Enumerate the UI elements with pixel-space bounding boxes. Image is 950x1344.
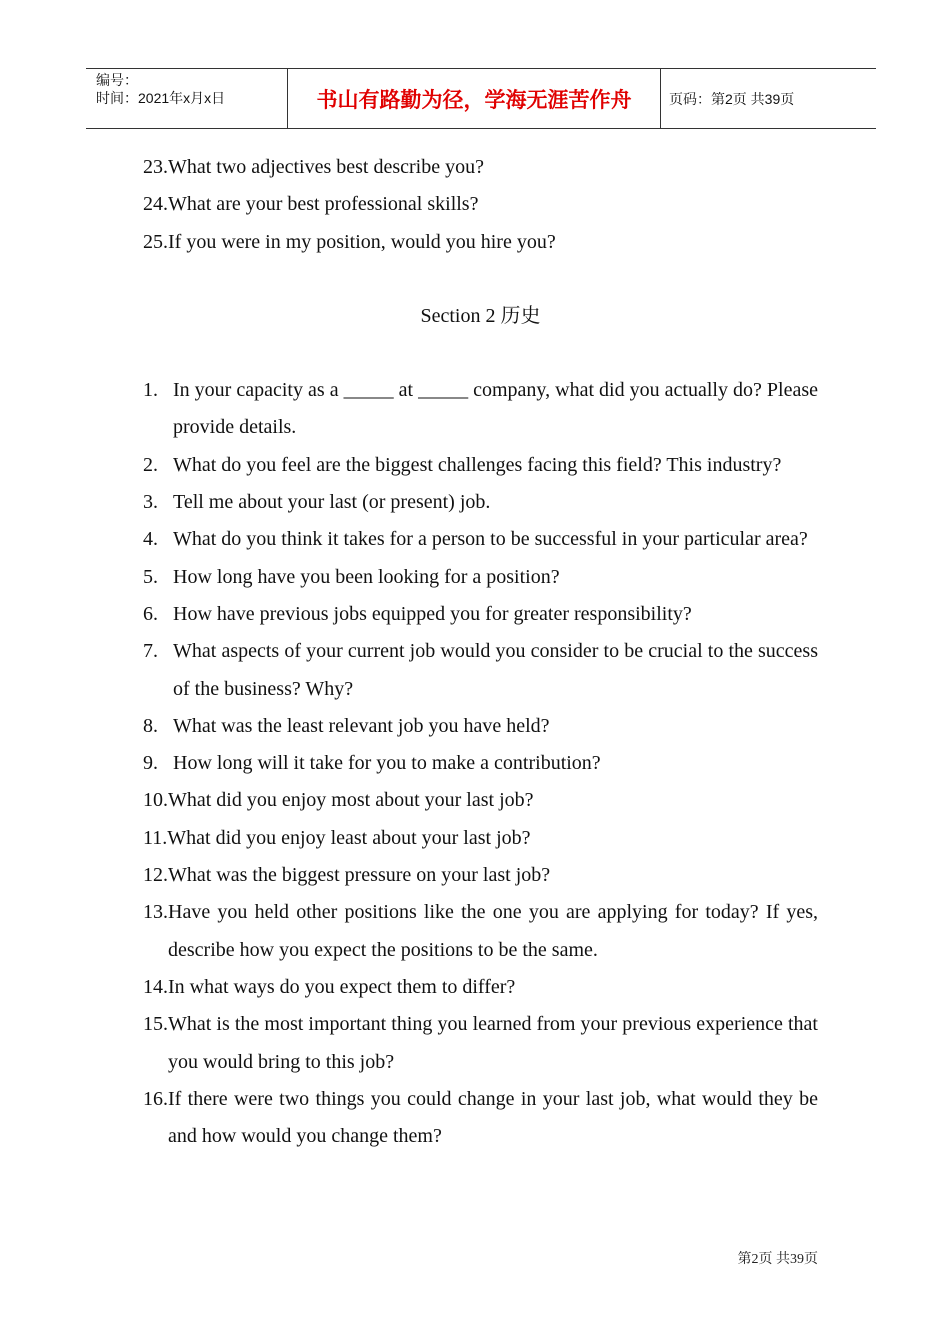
list-item — [143, 596, 818, 633]
code-label: 编号： — [96, 72, 138, 88]
item-text: In what ways do you expect them to differ? — [168, 975, 516, 998]
list-item — [143, 1081, 818, 1156]
item-number: 6. — [143, 602, 158, 625]
item-text: How have previous jobs equipped you for greater responsibility? — [173, 602, 692, 625]
list-item — [143, 372, 818, 447]
item-text: How long have you been looking for a position? — [173, 565, 560, 588]
item-text: What do you think it takes for a person to be successful in your particular area? — [173, 528, 808, 551]
list-item — [143, 782, 818, 819]
item-number: 7. — [143, 640, 158, 663]
item-number: 1. — [143, 379, 158, 402]
question-list-top — [143, 149, 818, 261]
item-number: 4. — [143, 528, 158, 551]
item-text: Have you held other positions like the one you are applying for today? If yes, describe how you expect the positions to be the same. — [168, 901, 818, 961]
item-text: What did you enjoy least about your last job? — [167, 826, 531, 849]
item-number: 16. — [143, 1087, 168, 1110]
item-number: 24. — [143, 193, 168, 216]
item-text: If you were in my position, would you hire you? — [168, 230, 556, 253]
list-item — [143, 857, 818, 894]
page-header — [86, 68, 876, 129]
list-item — [143, 633, 818, 708]
item-number: 10. — [143, 789, 168, 812]
time-label: 时间：2021年x月x日 — [96, 90, 226, 106]
item-text: What was the least relevant job you have held? — [173, 714, 550, 737]
item-text: In your capacity as a _____ at _____ company, what did you actually do? Please provide details. — [173, 379, 818, 439]
item-number: 15. — [143, 1013, 168, 1036]
list-item — [143, 708, 818, 745]
item-text: What aspects of your current job would you consider to be crucial to the success of the business? Why? — [173, 640, 818, 700]
item-number: 25. — [143, 230, 168, 253]
list-item — [143, 224, 818, 261]
section-title: Section 2 历史 — [420, 304, 541, 327]
list-item — [143, 149, 818, 186]
item-text: What are your best professional skills? — [168, 193, 479, 216]
item-text: What do you feel are the biggest challenges facing this field? This industry? — [173, 453, 782, 476]
item-number: 3. — [143, 491, 158, 514]
list-item — [143, 894, 818, 969]
list-item — [143, 186, 818, 223]
item-number: 14. — [143, 975, 168, 998]
list-item — [143, 484, 818, 521]
item-number: 13. — [143, 901, 168, 924]
item-number: 23. — [143, 156, 168, 178]
item-text: What two adjectives best describe you? — [168, 156, 484, 178]
item-number: 5. — [143, 565, 158, 588]
header-meta — [86, 69, 287, 128]
item-text: Tell me about your last (or present) job. — [173, 491, 491, 514]
item-number: 2. — [143, 453, 158, 476]
header-page-label: 页码：第2页 共39页 — [669, 90, 795, 107]
list-item — [143, 820, 818, 857]
item-text: How long will it take for you to make a contribution? — [173, 752, 601, 775]
header-motto: 书山有路勤为径，学海无涯苦作舟 — [287, 69, 661, 128]
page-footer: 第2页 共39页 — [737, 1252, 818, 1267]
item-number: 12. — [143, 864, 168, 887]
item-text: What did you enjoy most about your last job? — [168, 789, 534, 812]
document-body — [143, 149, 818, 1155]
list-item — [143, 447, 818, 484]
item-number: 8. — [143, 714, 158, 737]
question-list-main — [143, 372, 818, 1155]
list-item — [143, 1006, 818, 1081]
list-item — [143, 969, 818, 1006]
item-number: 9. — [143, 752, 158, 775]
item-text: If there were two things you could change in your last job, what would they be and how would you change them? — [168, 1087, 818, 1148]
item-text: What is the most important thing you learned from your previous experience that you would bring to this job? — [168, 1013, 818, 1073]
list-item — [143, 521, 818, 558]
item-text: What was the biggest pressure on your last job? — [168, 864, 551, 887]
list-item — [143, 745, 818, 782]
list-item — [143, 559, 818, 596]
item-number: 11. — [143, 826, 168, 849]
